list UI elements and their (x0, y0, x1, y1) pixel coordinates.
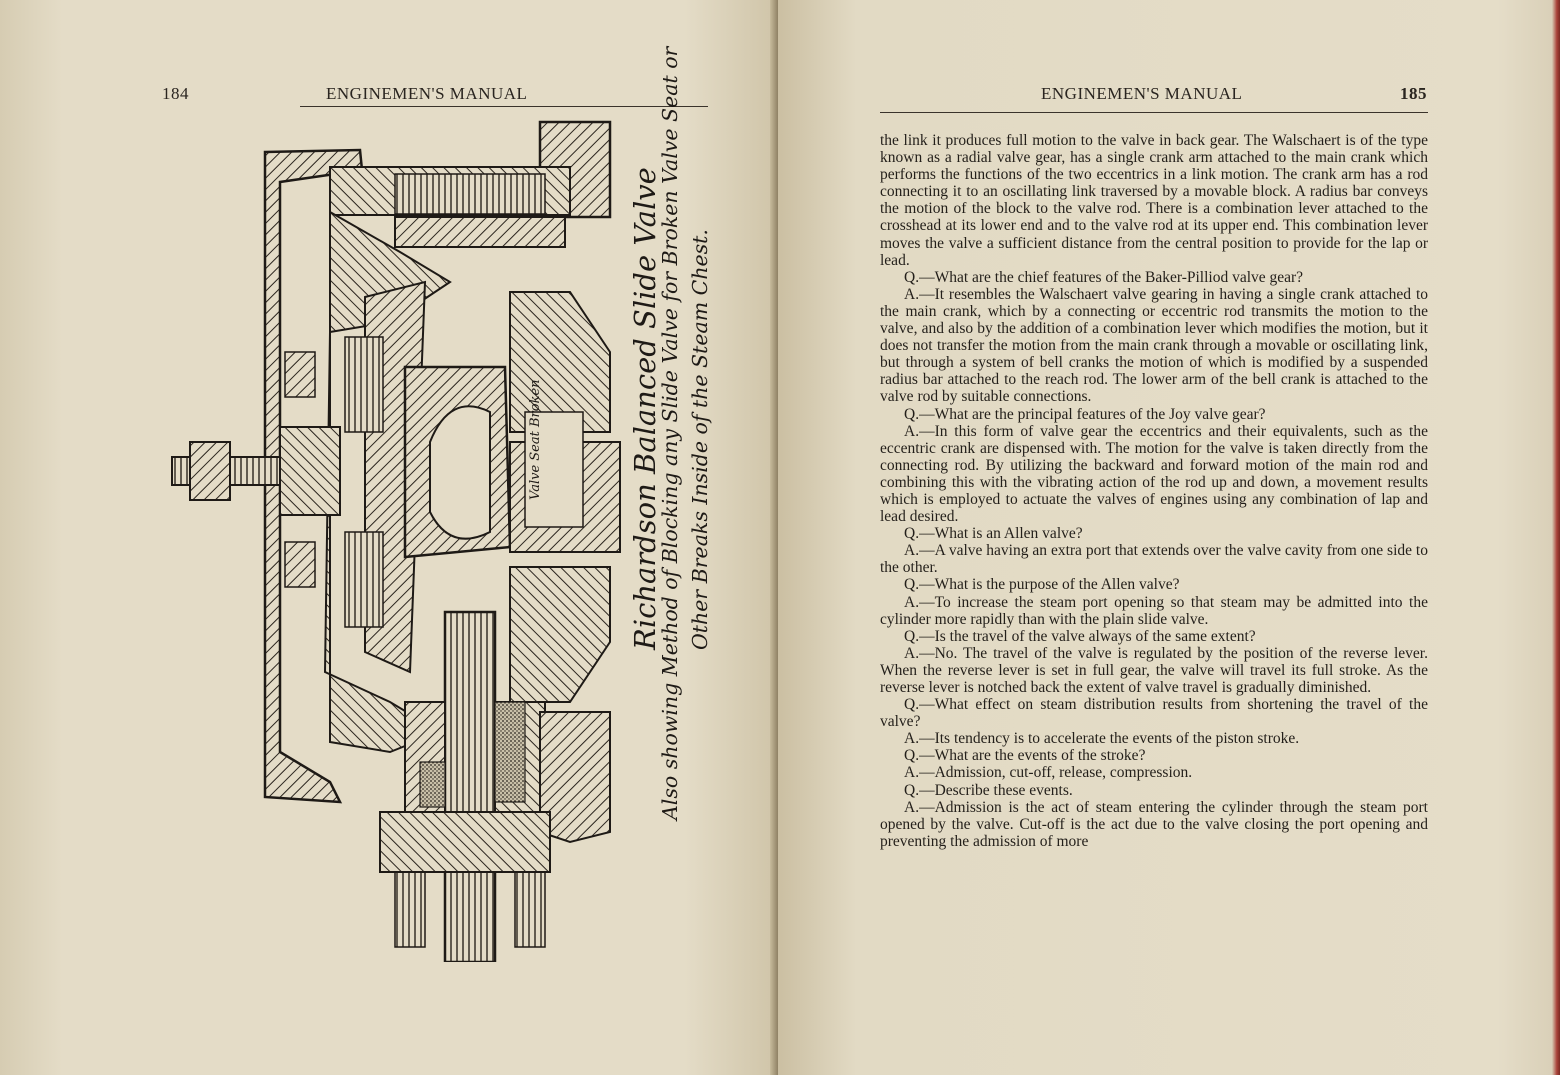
figure-title: Richardson Balanced Slide Valve (628, 167, 662, 650)
body-paragraph: Q.—Is the travel of the valve always of the same extent? (904, 627, 1256, 645)
page-edge (1552, 0, 1560, 1075)
body-paragraph: A.—To increase the steam port opening so that steam may be admitted into the cylinder more rapidly than with the plain slide valve. (880, 593, 1428, 628)
body-paragraph: A.—It resembles the Walschaert valve gearing in having a single crank attached to the main crank, which by a connecting or eccentric rod transmits the motion to the valve, and also by the addition of a combination lever which modifies the motion, but it does not transfer the motion from the main crank through a movable or oscillating link, but through a system of bell cranks the motion of which is modified by a suspended radius bar attached to the reach rod. The lower arm of the bell crank is attached to the valve rod by suitable connections. (880, 285, 1428, 406)
figure-subtitle-line2: Other Breaks Inside of the Steam Chest. (688, 229, 712, 650)
body-paragraph: A.—Admission, cut-off, release, compression. (904, 764, 1193, 782)
body-paragraph: Q.—What are the events of the stroke? (904, 747, 1146, 765)
body-paragraph: Q.—What are the chief features of the Baker-Pilliod valve gear? (904, 268, 1304, 286)
left-page (0, 0, 778, 1075)
inset-label: Valve Seat Broken (528, 379, 543, 500)
body-paragraph: A.—A valve having an extra port that extends over the valve cavity from one side to the other. (880, 542, 1428, 577)
figure-subtitle-line1: Also showing Method of Blocking any Slide Valve for Broken Valve Seat or (658, 46, 682, 820)
body-paragraph: Q.—What effect on steam distribution results from shortening the travel of the valve? (880, 696, 1428, 731)
right-running-head: ENGINEMEN'S MANUAL (1041, 84, 1243, 103)
body-paragraph: Q.—What is an Allen valve? (904, 525, 1083, 543)
body-paragraph: Q.—Describe these events. (904, 781, 1073, 799)
right-header-rule (880, 112, 1428, 113)
body-paragraph: the link it produces full motion to the valve in back gear. The Walschaert is of the type known as a radial valve gear, has a single crank arm attached to the main crank which performs the functions of the two eccentrics in a link motion. The crank arm has a rod connecting it to an oscillating link traversed by a movable block. A radius bar conveys the motion of the block to the valve rod. There is a combination lever attached to the crosshead at its lower end and to the valve rod at its upper end. This combination lever moves the valve a sufficient distance from the central position to provide for the lap or lead. (880, 132, 1428, 269)
body-paragraph: A.—Admission is the act of steam entering the cylinder through the steam port opened by the valve. Cut-off is the act due to the valve closing the port opening and preventing the admission of more (880, 798, 1428, 850)
body-paragraph: Q.—What is the purpose of the Allen valve? (904, 576, 1180, 594)
body-paragraph: A.—Its tendency is to accelerate the events of the piston stroke. (904, 730, 1300, 748)
left-running-head: ENGINEMEN'S MANUAL (326, 84, 528, 103)
left-header-rule (300, 106, 708, 107)
body-paragraph: A.—In this form of valve gear the eccentrics and their equivalents, such as the eccentric crank are dispensed with. The motion for the valve is taken directly from the connecting rod. By utilizing the backward and forward motion of the main rod and combining this with the vibrating action of the rod up and down, a movement results which is employed to actuate the valves of engines using any combination of lap and lead desired. (880, 422, 1428, 526)
body-paragraph: Q.—What are the principal features of the Joy valve gear? (904, 405, 1266, 423)
left-page-number: 184 (162, 84, 189, 103)
right-page-number: 185 (1400, 84, 1427, 103)
right-page-body (880, 132, 1428, 850)
figure-caption (570, 46, 740, 930)
body-paragraph: A.—No. The travel of the valve is regulated by the position of the reverse lever. When the reverse lever is set in full gear, the valve will travel its full stroke. As the reverse lever is notched back the extent of valve travel is gradually diminished. (880, 644, 1428, 696)
